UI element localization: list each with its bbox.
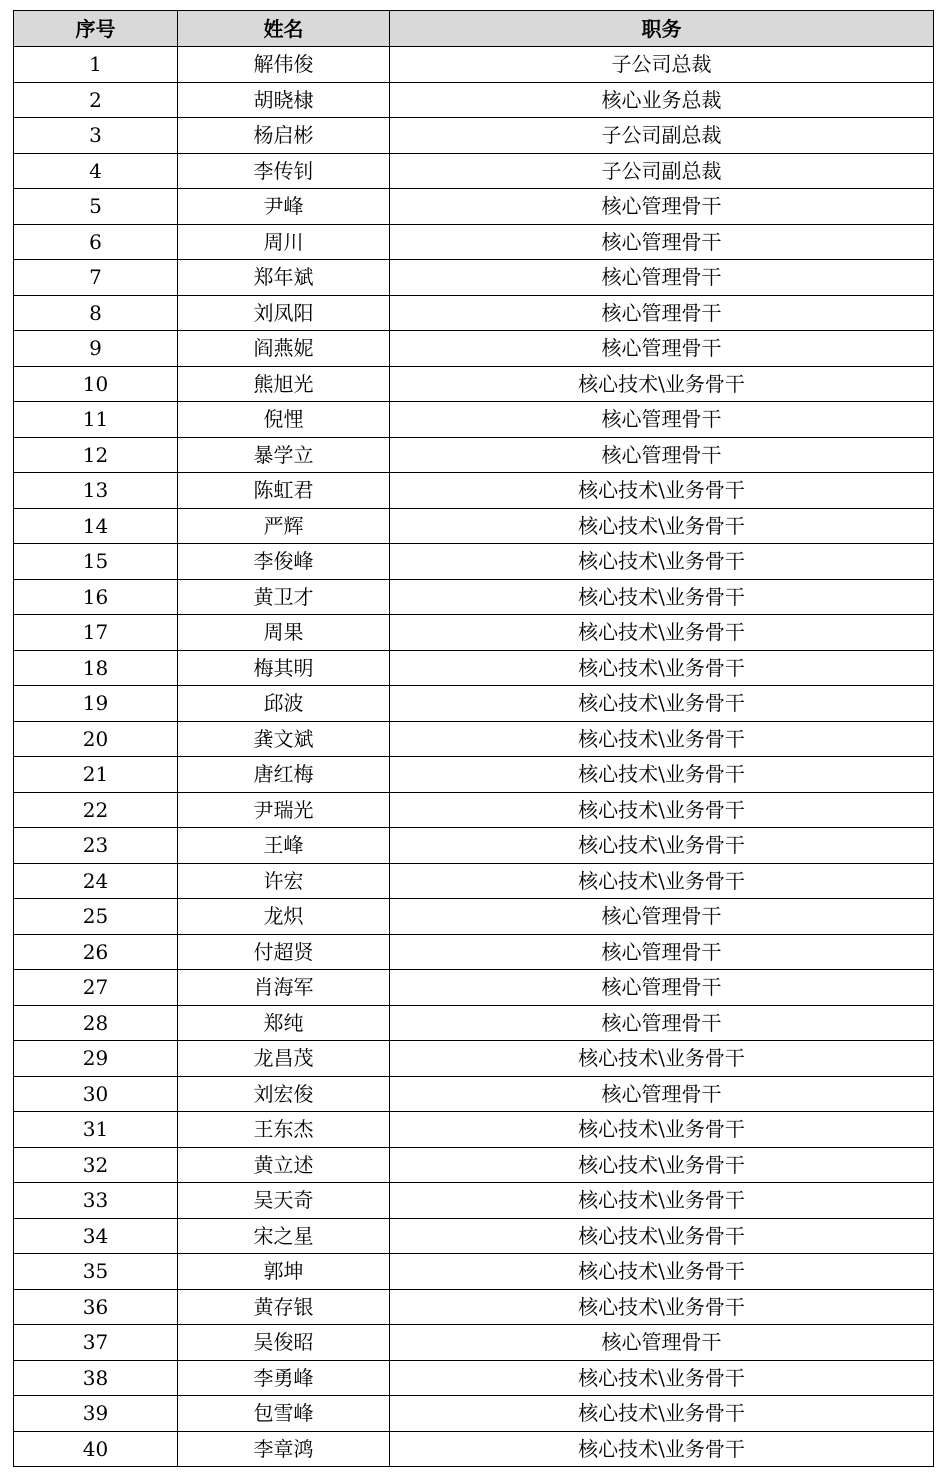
cell-no: 18 (14, 650, 178, 686)
table-row (14, 863, 934, 899)
table-row (14, 1218, 934, 1254)
cell-name: 周果 (178, 615, 390, 651)
cell-name: 王峰 (178, 828, 390, 864)
table-row (14, 899, 934, 935)
table-row (14, 970, 934, 1006)
cell-title: 核心技术\业务骨干 (390, 721, 934, 757)
cell-no: 12 (14, 437, 178, 473)
cell-title: 核心技术\业务骨干 (390, 1183, 934, 1219)
table-row (14, 366, 934, 402)
cell-no: 14 (14, 508, 178, 544)
cell-name: 解伟俊 (178, 47, 390, 83)
cell-no: 25 (14, 899, 178, 935)
cell-no: 37 (14, 1325, 178, 1361)
cell-name: 倪悝 (178, 402, 390, 438)
table-row (14, 331, 934, 367)
table-row (14, 615, 934, 651)
cell-title: 核心管理骨干 (390, 331, 934, 367)
table-row (14, 437, 934, 473)
cell-title: 核心技术\业务骨干 (390, 1360, 934, 1396)
table-row (14, 544, 934, 580)
cell-name: 杨启彬 (178, 118, 390, 154)
table-row (14, 828, 934, 864)
table-row (14, 118, 934, 154)
cell-title: 核心技术\业务骨干 (390, 1396, 934, 1432)
table-row (14, 402, 934, 438)
table-row (14, 1076, 934, 1112)
cell-title: 核心管理骨干 (390, 1325, 934, 1361)
cell-name: 吴天奇 (178, 1183, 390, 1219)
cell-no: 2 (14, 82, 178, 118)
table-row (14, 1396, 934, 1432)
cell-no: 3 (14, 118, 178, 154)
cell-name: 龙炽 (178, 899, 390, 935)
cell-title: 核心管理骨干 (390, 295, 934, 331)
cell-no: 7 (14, 260, 178, 296)
cell-title: 核心技术\业务骨干 (390, 863, 934, 899)
table-row (14, 1325, 934, 1361)
cell-title: 核心管理骨干 (390, 260, 934, 296)
cell-name: 许宏 (178, 863, 390, 899)
cell-title: 核心管理骨干 (390, 189, 934, 225)
table-row (14, 189, 934, 225)
cell-title: 核心业务总裁 (390, 82, 934, 118)
cell-no: 16 (14, 579, 178, 615)
cell-title: 核心管理骨干 (390, 934, 934, 970)
cell-title: 核心技术\业务骨干 (390, 473, 934, 509)
cell-title: 核心管理骨干 (390, 970, 934, 1006)
cell-no: 11 (14, 402, 178, 438)
cell-no: 22 (14, 792, 178, 828)
cell-no: 29 (14, 1041, 178, 1077)
cell-name: 唐红梅 (178, 757, 390, 793)
cell-no: 36 (14, 1289, 178, 1325)
header-title: 职务 (390, 11, 934, 47)
cell-name: 王东杰 (178, 1112, 390, 1148)
cell-title: 核心技术\业务骨干 (390, 757, 934, 793)
cell-name: 刘凤阳 (178, 295, 390, 331)
table-row (14, 224, 934, 260)
cell-title: 核心管理骨干 (390, 224, 934, 260)
cell-name: 梅其明 (178, 650, 390, 686)
cell-name: 暴学立 (178, 437, 390, 473)
cell-name: 邱波 (178, 686, 390, 722)
cell-no: 30 (14, 1076, 178, 1112)
cell-name: 胡晓棣 (178, 82, 390, 118)
cell-no: 23 (14, 828, 178, 864)
cell-name: 尹峰 (178, 189, 390, 225)
cell-title: 子公司总裁 (390, 47, 934, 83)
cell-title: 核心管理骨干 (390, 1005, 934, 1041)
cell-name: 李俊峰 (178, 544, 390, 580)
cell-name: 阎燕妮 (178, 331, 390, 367)
table-row (14, 47, 934, 83)
cell-no: 28 (14, 1005, 178, 1041)
header-name: 姓名 (178, 11, 390, 47)
table-row (14, 686, 934, 722)
cell-name: 包雪峰 (178, 1396, 390, 1432)
cell-name: 肖海军 (178, 970, 390, 1006)
table-row (14, 508, 934, 544)
cell-no: 20 (14, 721, 178, 757)
cell-no: 27 (14, 970, 178, 1006)
cell-name: 尹瑞光 (178, 792, 390, 828)
cell-title: 核心技术\业务骨干 (390, 544, 934, 580)
cell-title: 核心技术\业务骨干 (390, 1112, 934, 1148)
cell-title: 核心管理骨干 (390, 1076, 934, 1112)
cell-name: 黄存银 (178, 1289, 390, 1325)
table-row (14, 1112, 934, 1148)
cell-name: 龚文斌 (178, 721, 390, 757)
cell-name: 龙昌茂 (178, 1041, 390, 1077)
cell-name: 郭坤 (178, 1254, 390, 1290)
cell-no: 8 (14, 295, 178, 331)
cell-name: 吴俊昭 (178, 1325, 390, 1361)
cell-name: 黄立述 (178, 1147, 390, 1183)
table-header (14, 11, 934, 47)
cell-title: 核心技术\业务骨干 (390, 1254, 934, 1290)
table-row (14, 1005, 934, 1041)
header-no: 序号 (14, 11, 178, 47)
table-body (14, 47, 934, 1467)
cell-no: 35 (14, 1254, 178, 1290)
table-row (14, 1147, 934, 1183)
cell-title: 核心技术\业务骨干 (390, 615, 934, 651)
cell-no: 33 (14, 1183, 178, 1219)
cell-title: 核心技术\业务骨干 (390, 686, 934, 722)
table-row (14, 1041, 934, 1077)
cell-no: 4 (14, 153, 178, 189)
table-row (14, 473, 934, 509)
cell-no: 1 (14, 47, 178, 83)
table-row (14, 934, 934, 970)
table-row (14, 82, 934, 118)
cell-no: 10 (14, 366, 178, 402)
cell-no: 9 (14, 331, 178, 367)
table-row (14, 1183, 934, 1219)
cell-name: 黄卫才 (178, 579, 390, 615)
cell-no: 39 (14, 1396, 178, 1432)
cell-name: 李传钊 (178, 153, 390, 189)
cell-no: 15 (14, 544, 178, 580)
cell-title: 子公司副总裁 (390, 118, 934, 154)
cell-title: 核心技术\业务骨干 (390, 1218, 934, 1254)
table-row (14, 1254, 934, 1290)
cell-no: 34 (14, 1218, 178, 1254)
cell-title: 核心技术\业务骨干 (390, 579, 934, 615)
cell-title: 子公司副总裁 (390, 153, 934, 189)
cell-name: 郑纯 (178, 1005, 390, 1041)
cell-name: 宋之星 (178, 1218, 390, 1254)
roster-table (13, 10, 934, 1467)
cell-no: 26 (14, 934, 178, 970)
cell-title: 核心技术\业务骨干 (390, 1147, 934, 1183)
cell-no: 6 (14, 224, 178, 260)
table-row (14, 757, 934, 793)
cell-name: 熊旭光 (178, 366, 390, 402)
cell-title: 核心技术\业务骨干 (390, 366, 934, 402)
cell-name: 李章鸿 (178, 1431, 390, 1467)
cell-name: 陈虹君 (178, 473, 390, 509)
cell-no: 17 (14, 615, 178, 651)
table-row (14, 650, 934, 686)
cell-no: 32 (14, 1147, 178, 1183)
cell-title: 核心管理骨干 (390, 899, 934, 935)
cell-name: 付超贤 (178, 934, 390, 970)
cell-name: 刘宏俊 (178, 1076, 390, 1112)
table-row (14, 1431, 934, 1467)
cell-title: 核心技术\业务骨干 (390, 1431, 934, 1467)
cell-title: 核心技术\业务骨干 (390, 508, 934, 544)
cell-no: 38 (14, 1360, 178, 1396)
table-row (14, 1360, 934, 1396)
table-row (14, 260, 934, 296)
cell-no: 5 (14, 189, 178, 225)
cell-title: 核心技术\业务骨干 (390, 792, 934, 828)
table-row (14, 295, 934, 331)
cell-title: 核心技术\业务骨干 (390, 1289, 934, 1325)
cell-name: 郑年斌 (178, 260, 390, 296)
table-row (14, 579, 934, 615)
cell-title: 核心技术\业务骨干 (390, 828, 934, 864)
cell-no: 21 (14, 757, 178, 793)
cell-no: 13 (14, 473, 178, 509)
cell-no: 19 (14, 686, 178, 722)
cell-no: 31 (14, 1112, 178, 1148)
header-row (14, 11, 934, 47)
cell-title: 核心技术\业务骨干 (390, 650, 934, 686)
cell-no: 40 (14, 1431, 178, 1467)
cell-title: 核心技术\业务骨干 (390, 1041, 934, 1077)
cell-name: 李勇峰 (178, 1360, 390, 1396)
cell-title: 核心管理骨干 (390, 402, 934, 438)
table-row (14, 1289, 934, 1325)
cell-title: 核心管理骨干 (390, 437, 934, 473)
table-row (14, 721, 934, 757)
cell-name: 严辉 (178, 508, 390, 544)
cell-name: 周川 (178, 224, 390, 260)
table-row (14, 792, 934, 828)
cell-no: 24 (14, 863, 178, 899)
table-row (14, 153, 934, 189)
